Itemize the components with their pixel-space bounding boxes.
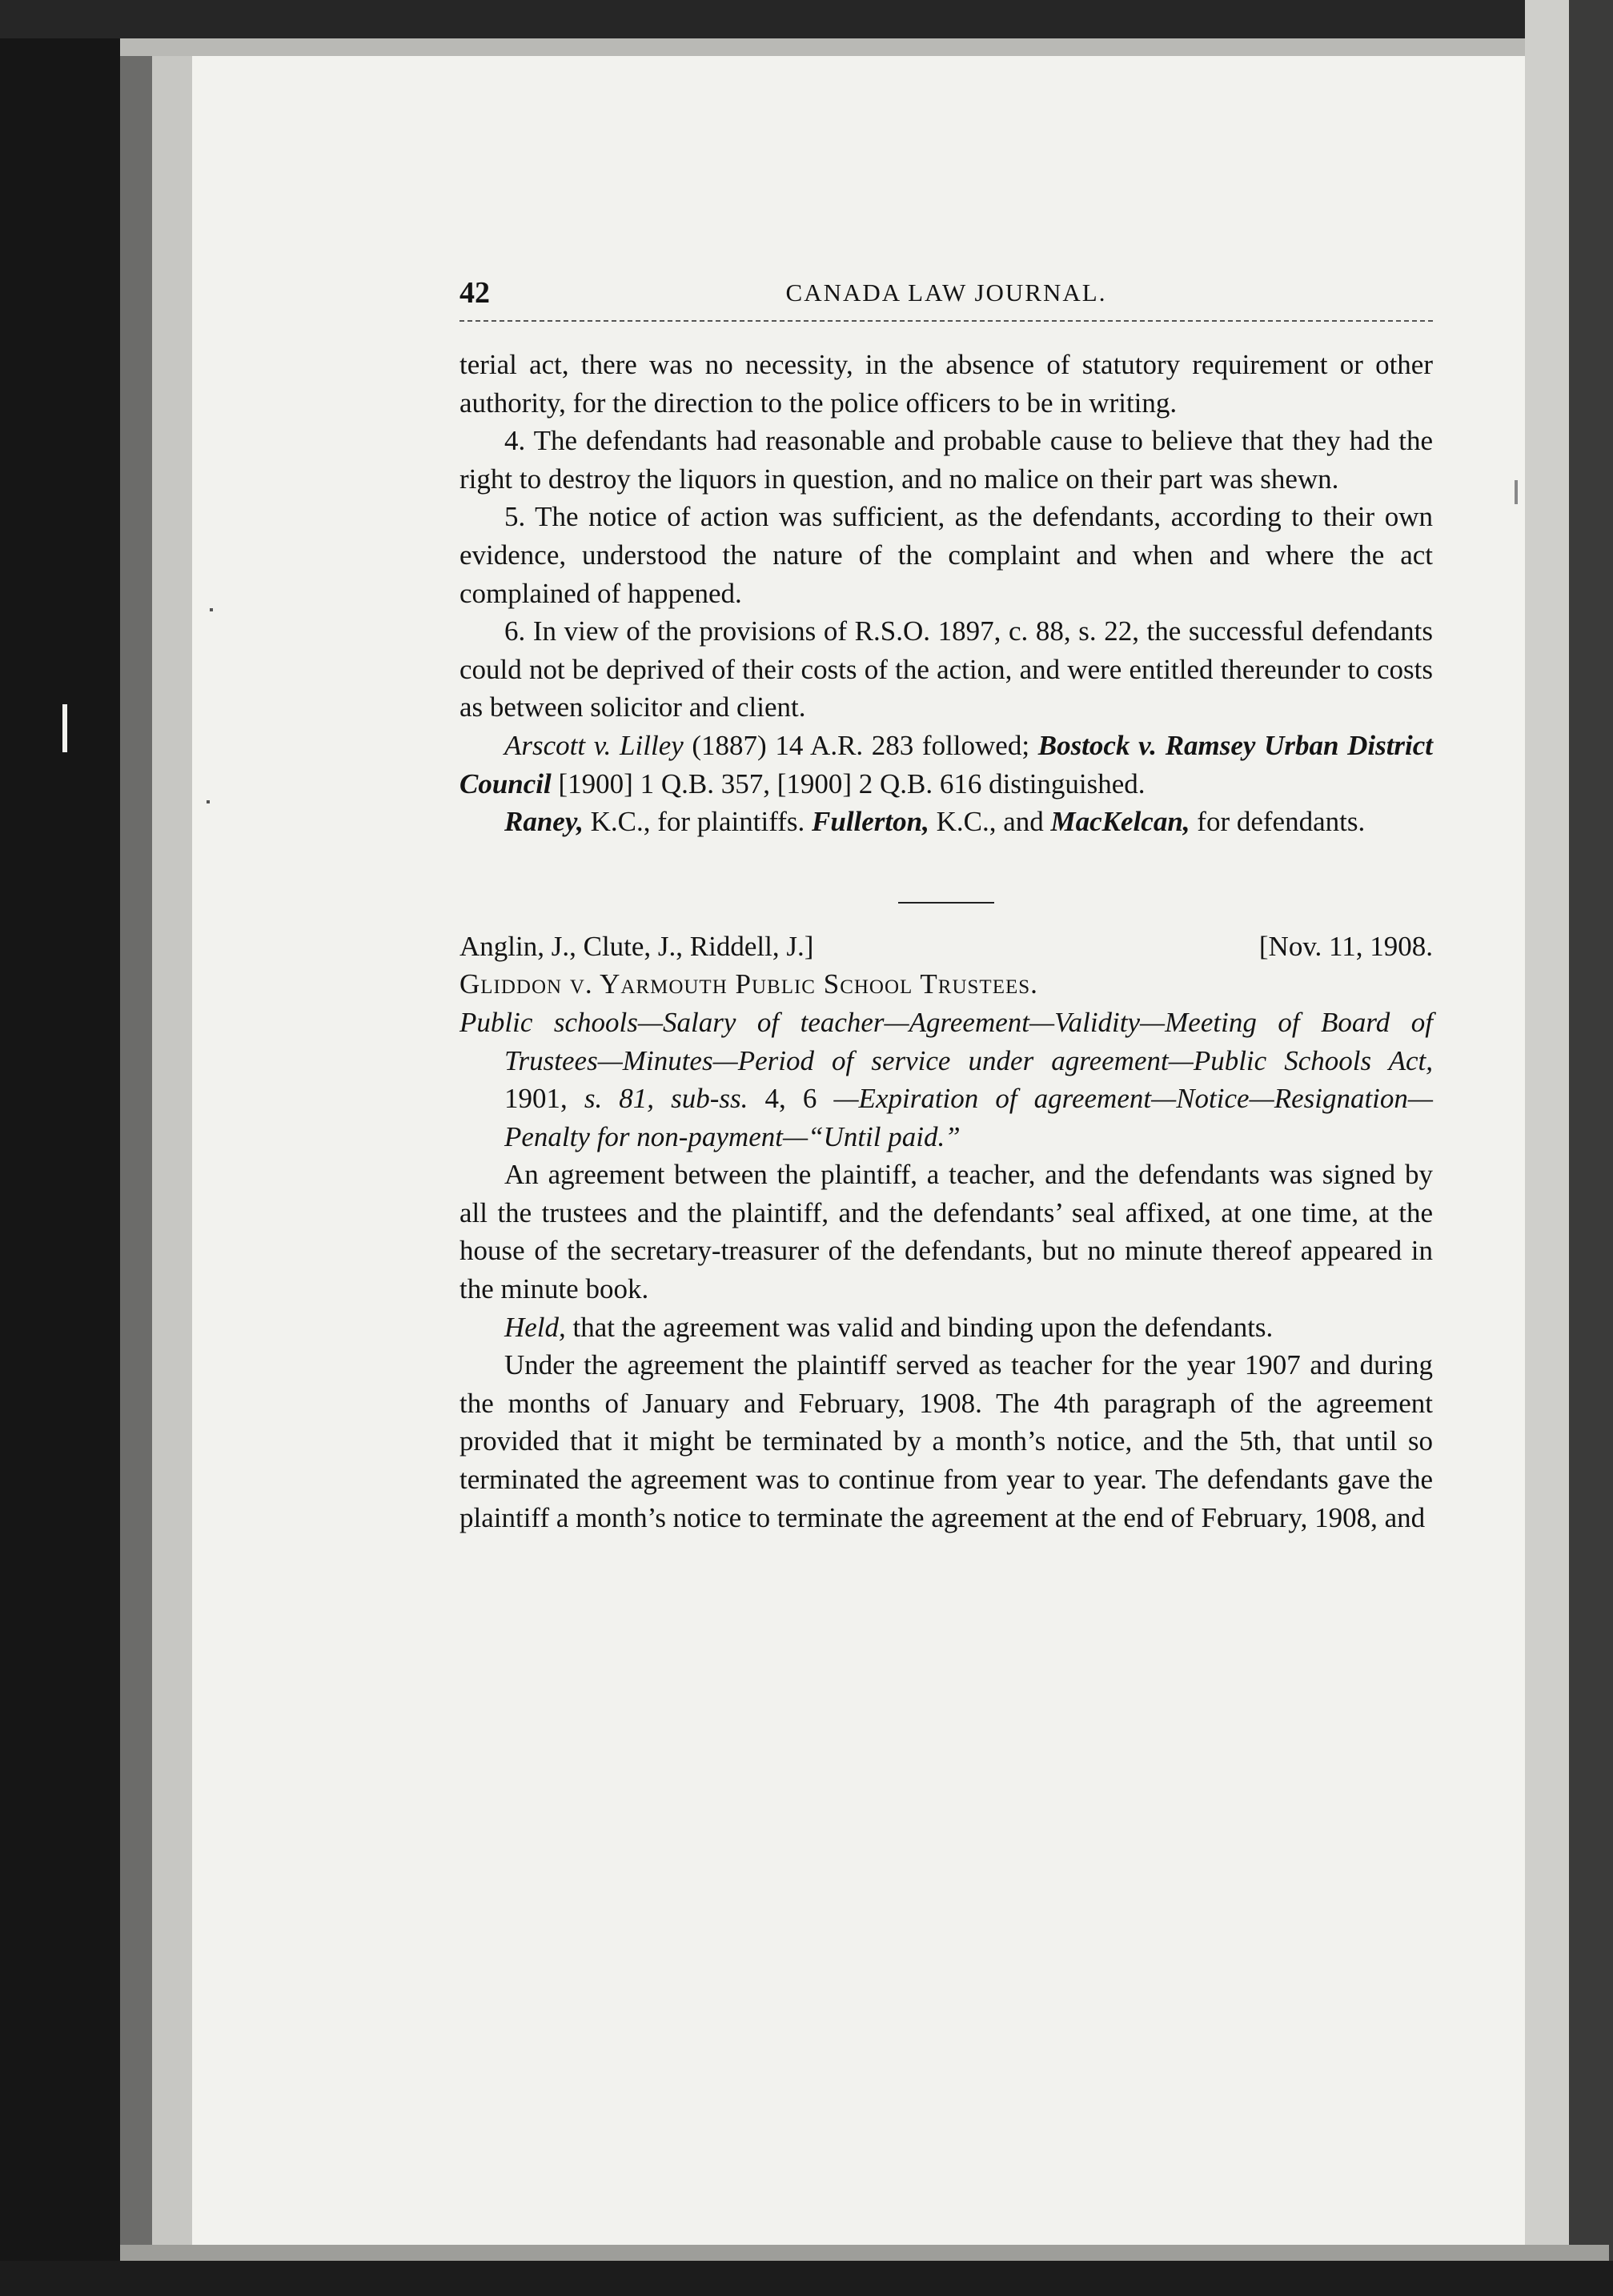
- agreement-paragraph: Under the agreement the plaintiff served as teacher for the year 1907 and during the months of January and February, 1908. The 4th paragraph of the agreement provided that it might be terminated by a month’s notice, and the 5th, that until so terminated the agreement was to continue from year to year. The defendants gave the plaintiff a month’s notice to terminate the agreement at the end of February, 1908, and: [459, 1349, 1433, 1533]
- point-6: 6. In view of the provisions of R.S.O. 1897, c. 88, s. 22, the successful defendants could not be deprived of their costs of the action, and were entitled thereunder to costs as between solicitor and client.: [459, 615, 1433, 723]
- section-divider: [898, 902, 994, 904]
- continued-paragraph: terial act, there was no necessity, in the absence of statutory requirement or other authority, for the direction to the police officers to be in writing.: [459, 349, 1433, 419]
- page-number: 42: [459, 276, 490, 310]
- held-word: Held,: [504, 1311, 566, 1343]
- journal-title: CANADA LAW JOURNAL.: [785, 278, 1107, 307]
- held-paragraph: [459, 1308, 1433, 1347]
- headnote-part-a: Public schools—Salary of teacher—Agreement—Validity—Meeting of Board of Trustees—Minutes—Period of service under agreement—Public Schools Act,: [459, 1006, 1433, 1076]
- counsel-fullerton: Fullerton,: [812, 806, 929, 838]
- case-title: Gliddon v. Yarmouth Public School Trustees.: [459, 968, 1038, 1000]
- case-bostock: Bostock v. Ramsey Urban District Council: [459, 729, 1434, 799]
- judges: Anglin, J., Clute, J., Riddell, J.]: [459, 930, 814, 962]
- counsel-defendants-text: for defendants.: [1197, 806, 1366, 838]
- header-rule: [459, 320, 1433, 322]
- counsel-mackelcan: MacKelcan,: [1050, 806, 1190, 838]
- case-arscott-citation: (1887) 14 A.R. 283 followed;: [692, 729, 1030, 761]
- headnote-subsections: 4, 6: [764, 1083, 817, 1115]
- held-text: that the agreement was valid and binding upon the defendants.: [572, 1311, 1274, 1343]
- authorities-paragraph: [459, 727, 1433, 803]
- judges-line: [459, 928, 1433, 966]
- scanned-page: [248, 0, 1433, 2296]
- case-arscott: Arscott v. Lilley: [504, 729, 684, 761]
- running-header: [459, 269, 1433, 317]
- page-body: [459, 346, 1433, 1537]
- judgment-date: [Nov. 11, 1908.: [1258, 930, 1433, 962]
- point-5: 5. The notice of action was sufficient, as the defendants, according to their own evidence, understood the nature of the complaint and when and where the act complained of happened.: [459, 501, 1433, 609]
- counsel-paragraph: [459, 803, 1433, 841]
- case-bostock-citation: [1900] 1 Q.B. 357, [1900] 2 Q.B. 616 distinguished.: [558, 767, 1146, 799]
- point-4: 4. The defendants had reasonable and probable cause to believe that they had the right to destroy the liquors in question, and no malice on their part was shewn.: [459, 425, 1433, 495]
- counsel-raney: Raney,: [504, 806, 584, 838]
- headnote: [459, 1004, 1433, 1156]
- headnote-year: 1901,: [504, 1083, 568, 1115]
- headnote-part-e: —Expiration of agreement—Notice—Resignation—Penalty for non-payment—“Until paid.”: [504, 1083, 1434, 1152]
- counsel-plaintiffs-text: K.C., for plaintiffs.: [590, 806, 805, 838]
- counsel-and-text: K.C., and: [936, 806, 1044, 838]
- facts-paragraph: An agreement between the plaintiff, a teacher, and the defendants was signed by all the trustees and the plaintiff, and the defendants’ seal affixed, at one time, at the house of the secretary-treasurer of the defendants, but no minute thereof appeared in the minute book.: [459, 1159, 1433, 1305]
- headnote-part-c: s. 81, sub-ss.: [584, 1083, 748, 1115]
